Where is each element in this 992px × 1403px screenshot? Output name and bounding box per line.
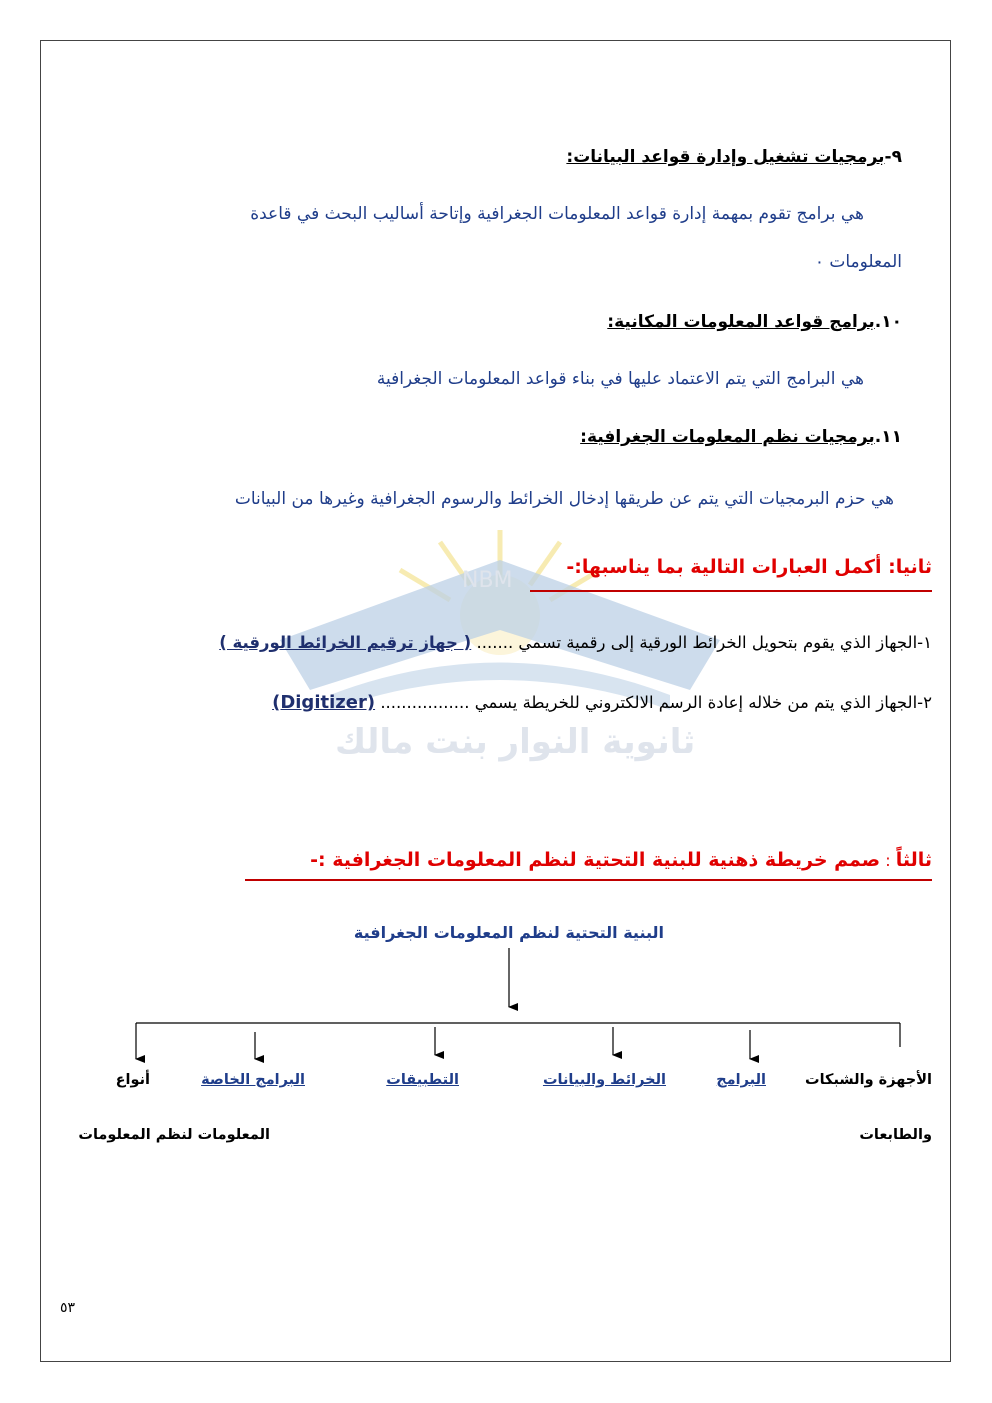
node-hardware-line2: والطابعات — [859, 1127, 932, 1143]
watermark-school-name: ثانوية النوار بنت مالك — [335, 722, 696, 762]
section-11-number: ١١. — [874, 427, 902, 447]
part-2-heading-label: ثانيا — [895, 556, 932, 578]
question-2-text: ٢-الجهاز الذي يتم من خلاله إعادة الرسم الالكتروني للخريطة يسمي ................. — [380, 693, 932, 712]
section-11-title: برمجيات نظم المعلومات الجغرافية: — [580, 427, 875, 447]
section-9-number: ٩- — [884, 147, 902, 167]
part-3-heading-text: صمم خريطة ذهنية للبنية التحتية لنظم المعلومات الجغرافية :- — [310, 849, 881, 871]
section-10-number: ١٠. — [874, 312, 902, 332]
node-types-line2: المعلومات لنظم المعلومات — [78, 1127, 270, 1143]
section-9-body-line2: المعلومات ٠ — [814, 252, 902, 272]
part-3-heading-label: ثالثاً — [895, 849, 932, 871]
section-10-title: برامج قواعد المعلومات المكانية: — [607, 312, 875, 332]
question-1-text: ١-الجهاز الذي يقوم بتحويل الخرائط الورقية إلى رقمية تسمي ....... — [476, 633, 932, 652]
node-hardware: الأجهزة والشبكات — [805, 1072, 932, 1088]
section-11-body: هي حزم البرمجيات التي يتم عن طريقها إدخال الخرائط والرسوم الجغرافية وغيرها من البيانات — [234, 489, 894, 509]
part-3-heading-separator: : — [880, 851, 896, 870]
section-9-title: برمجيات تشغيل وإدارة قواعد البيانات: — [566, 147, 885, 167]
question-1-answer: ( جهاز ترقيم الخرائط الورقية ) — [219, 633, 472, 652]
node-software: البرامج — [716, 1072, 766, 1088]
watermark-logo-text: NBM — [462, 568, 513, 593]
question-2-answer: (Digitizer) — [272, 692, 376, 713]
node-applications: التطبيقات — [386, 1072, 459, 1088]
page-number: ٥٣ — [60, 1300, 76, 1316]
node-types: أنواع — [115, 1072, 150, 1088]
section-9-body-line1: هي برامج تقوم بمهمة إدارة قواعد المعلومات الجغرافية وإتاحة أساليب البحث في قاعدة — [250, 204, 864, 224]
section-10-body: هي البرامج التي يتم الاعتماد عليها في بناء قواعد المعلومات الجغرافية — [376, 369, 864, 389]
part-2-heading-text: : أكمل العبارات التالية بما يناسبها:- — [566, 556, 896, 578]
mindmap-root: البنية التحتية لنظم المعلومات الجغرافية — [353, 923, 664, 942]
node-special-software: البرامج الخاصة — [201, 1072, 305, 1088]
node-maps-data: الخرائط والبيانات — [542, 1072, 666, 1088]
